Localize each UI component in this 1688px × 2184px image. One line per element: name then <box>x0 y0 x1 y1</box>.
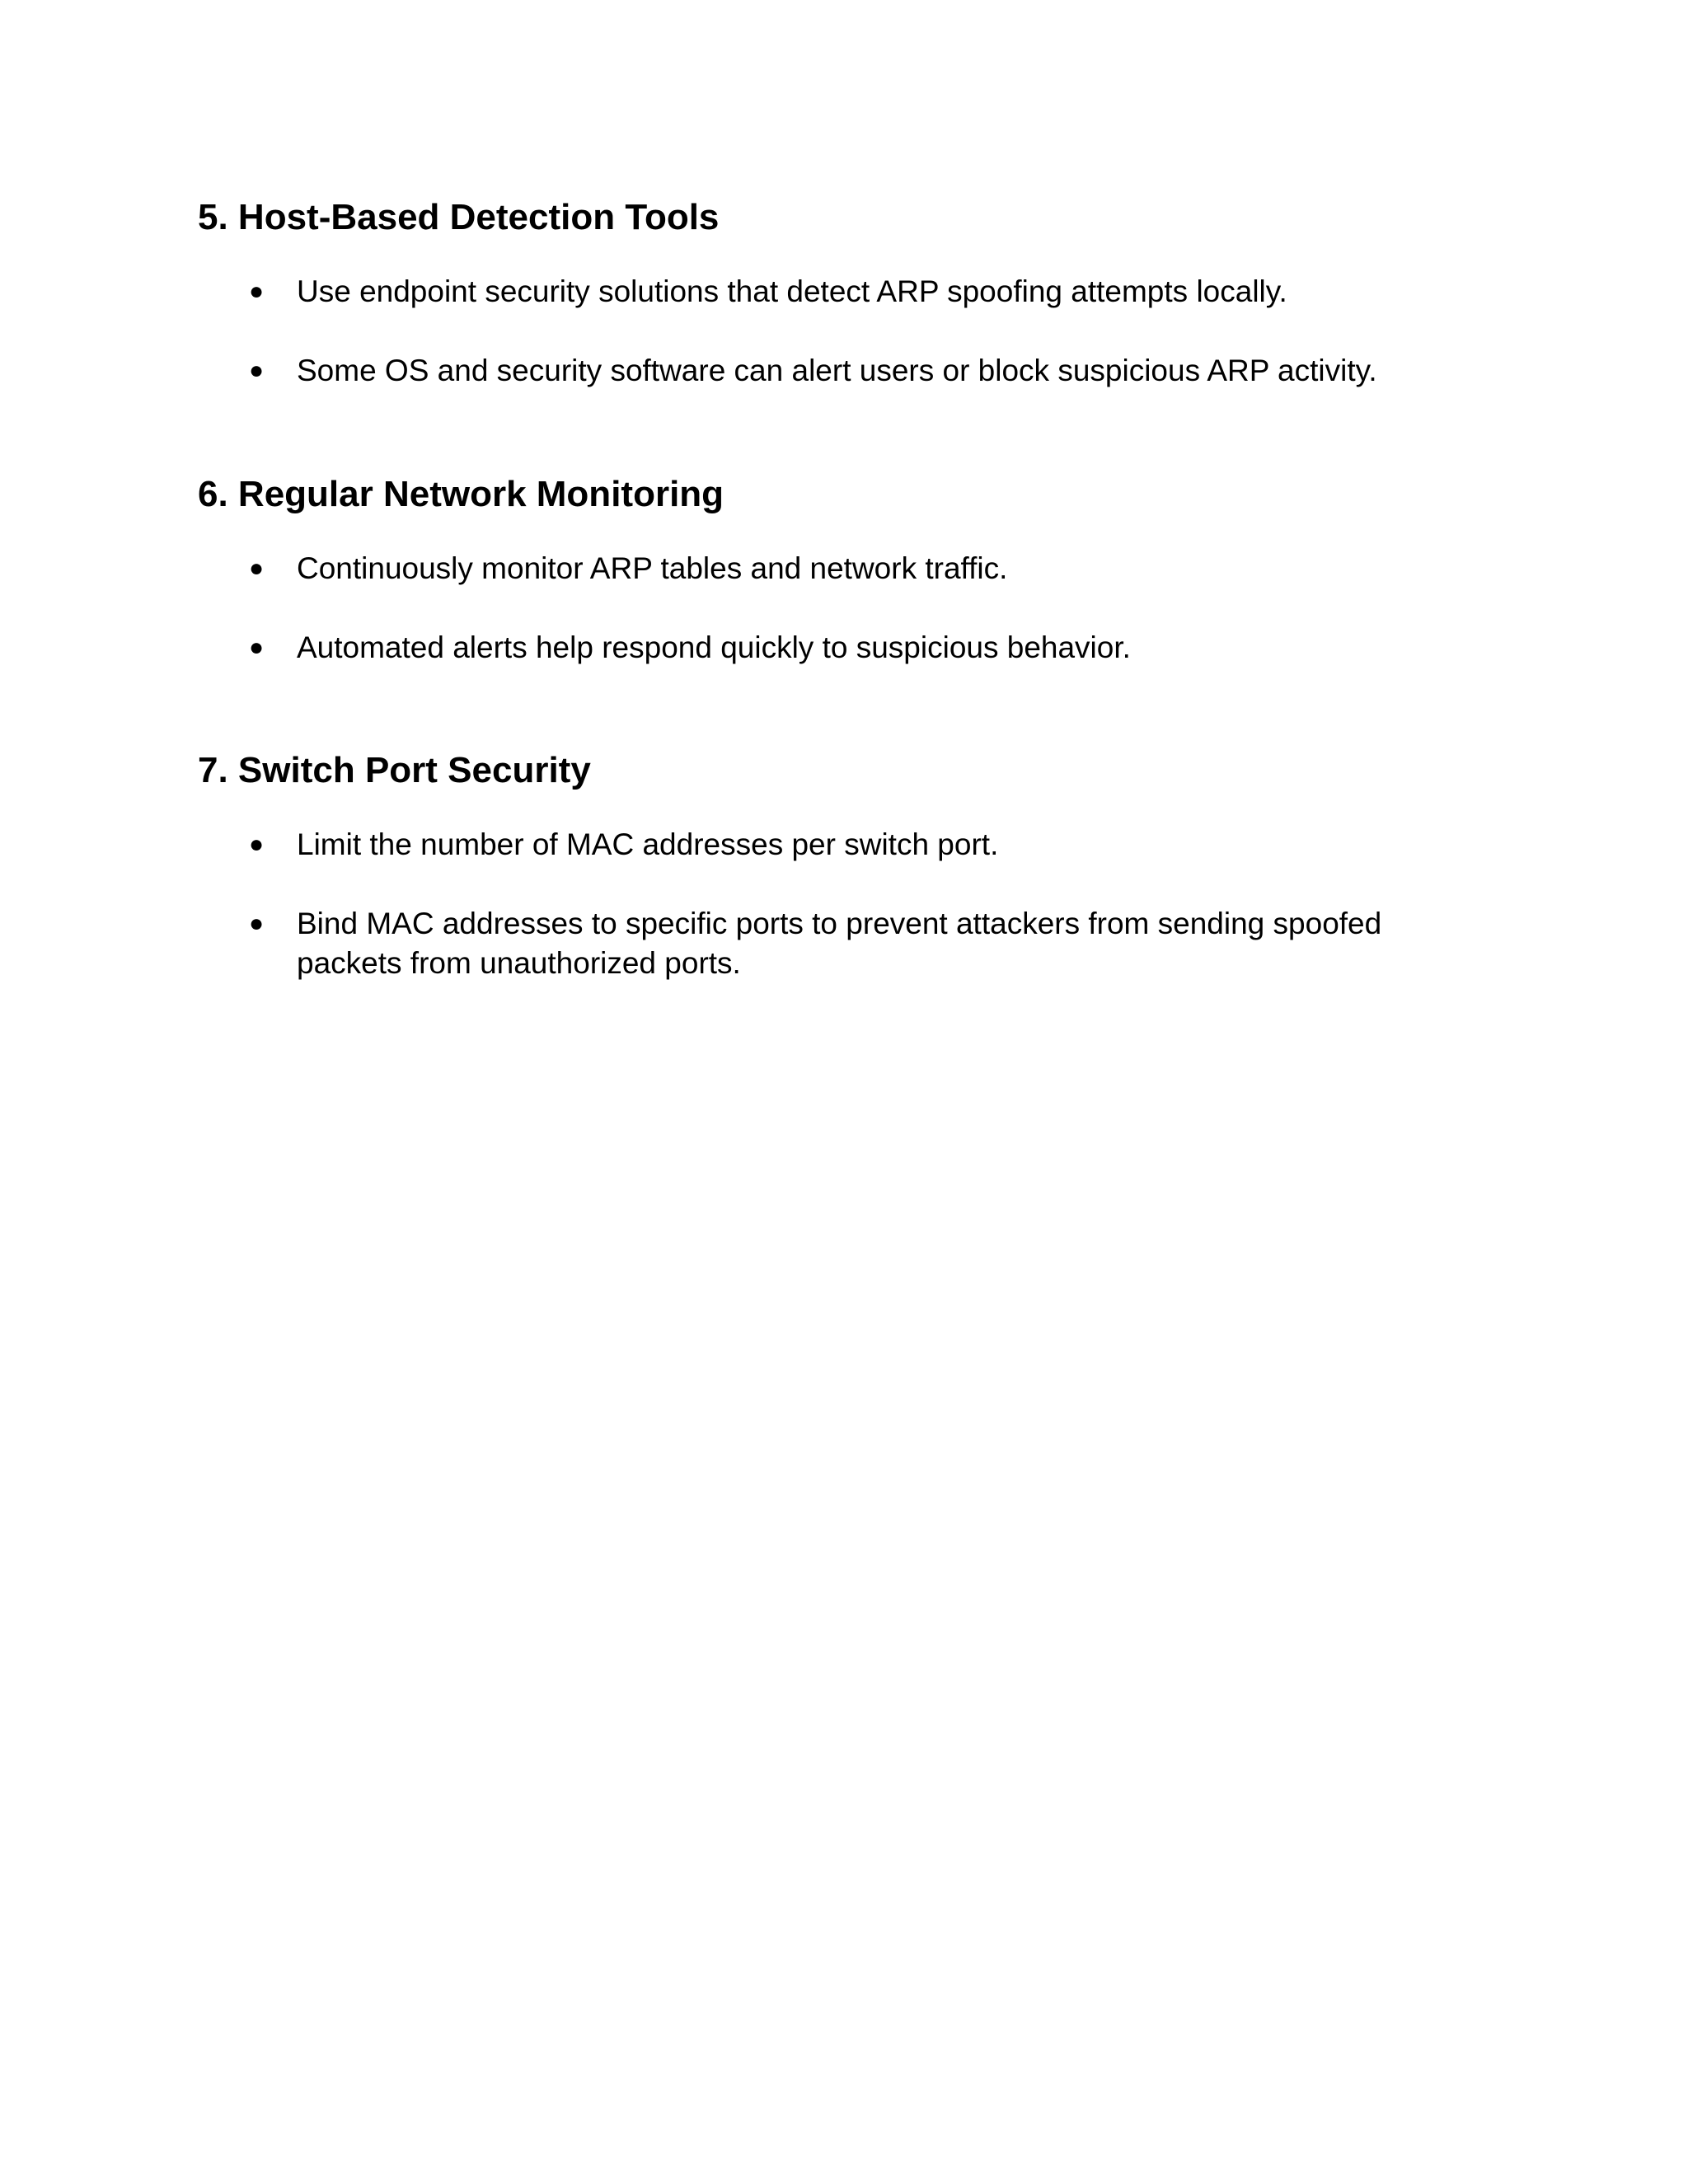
section-heading: 5. Host-Based Detection Tools <box>198 197 720 237</box>
bullet-text: Continuously monitor ARP tables and network traffic. <box>297 551 1008 585</box>
bullet-icon: ● <box>249 357 265 384</box>
bullet-icon: ● <box>249 555 265 582</box>
list-item <box>198 825 1484 865</box>
section-switch-port-security <box>198 749 1484 983</box>
section-heading: 7. Switch Port Security <box>198 750 591 790</box>
list-item <box>198 351 1484 391</box>
list-item <box>198 628 1484 668</box>
bullet-icon: ● <box>249 278 265 305</box>
bullet-text: Automated alerts help respond quickly to suspicious behavior. <box>297 630 1131 664</box>
bullet-text: Bind MAC addresses to specific ports to prevent attackers from sending spoofed packets from unauthorized ports. <box>297 907 1382 980</box>
section-host-based-detection-tools <box>198 196 1484 391</box>
bullet-list <box>198 825 1484 983</box>
bullet-text: Some OS and security software can alert users or block suspicious ARP activity. <box>297 354 1377 387</box>
section-regular-network-monitoring <box>198 473 1484 668</box>
list-item <box>198 272 1484 312</box>
bullet-icon: ● <box>249 634 265 661</box>
section-heading: 6. Regular Network Monitoring <box>198 474 724 514</box>
bullet-list <box>198 549 1484 668</box>
bullet-list <box>198 272 1484 391</box>
list-item <box>198 904 1484 983</box>
list-item <box>198 549 1484 588</box>
bullet-text: Use endpoint security solutions that detect ARP spoofing attempts locally. <box>297 274 1287 308</box>
bullet-text: Limit the number of MAC addresses per switch port. <box>297 827 999 861</box>
bullet-icon: ● <box>249 831 265 858</box>
bullet-icon: ● <box>249 910 265 937</box>
